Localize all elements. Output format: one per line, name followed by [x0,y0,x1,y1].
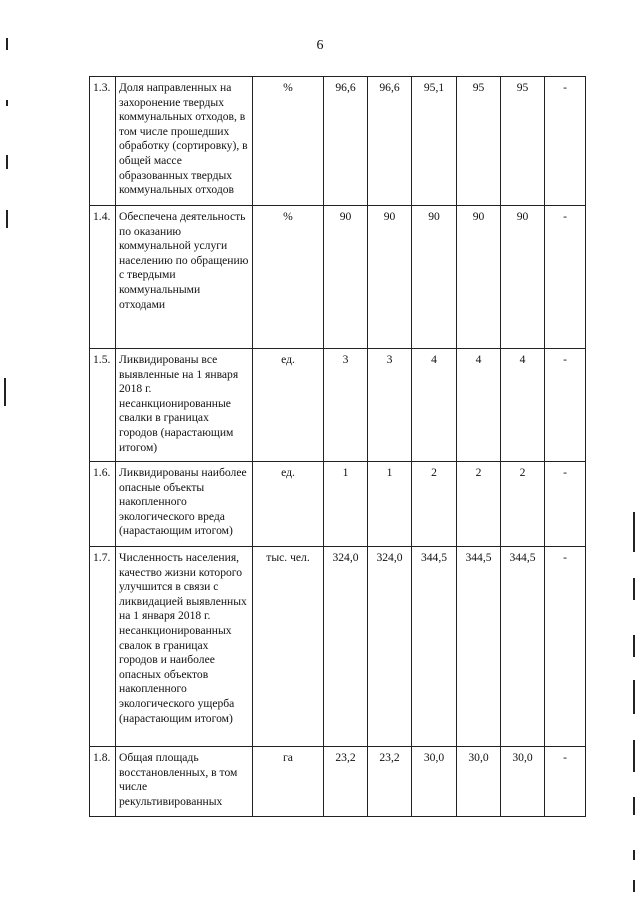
table-row [90,349,586,462]
value-cell: 4 [412,349,457,462]
scan-mark [633,740,635,772]
scan-mark [6,155,8,169]
value-cell: 344,5 [501,547,545,747]
indicator-name: Доля направленных на захоронение твердых коммунальных отходов, в том числе прошедших обработку (сортировку), в общей массе образованных твердых коммунальных отходов [116,77,253,206]
scan-mark [6,100,8,106]
unit-cell: % [253,206,324,349]
value-cell: 2 [501,462,545,547]
value-cell: 30,0 [457,747,501,817]
value-cell: 1 [368,462,412,547]
indicator-name: Численность населения, качество жизни которого улучшится в связи с ликвидацией выявленных на 1 января 2018 г. несанкционированных свалок в границах городов и наиболее опасных объектов накопленного экологического ущерба (нарастающим итогом) [116,547,253,747]
value-cell: 344,5 [457,547,501,747]
row-number: 1.8. [90,747,116,817]
scan-mark [633,680,635,714]
table-row [90,547,586,747]
value-cell: 23,2 [368,747,412,817]
indicator-name: Обеспечена деятельность по оказанию коммунальной услуги населению по обращению с твердыми коммунальными отходами [116,206,253,349]
scan-mark [633,512,635,552]
value-cell: 90 [457,206,501,349]
row-number: 1.5. [90,349,116,462]
dash-cell: - [545,747,586,817]
scan-mark [4,378,6,406]
table-row [90,462,586,547]
value-cell: 90 [501,206,545,349]
table-row [90,77,586,206]
unit-cell: ед. [253,349,324,462]
value-cell: 90 [412,206,457,349]
page-number: 6 [316,38,324,53]
value-cell: 4 [501,349,545,462]
dash-cell: - [545,349,586,462]
row-number: 1.3. [90,77,116,206]
scan-mark [633,635,635,657]
value-cell: 1 [324,462,368,547]
scan-mark [633,578,635,600]
value-cell: 2 [457,462,501,547]
dash-cell: - [545,462,586,547]
table-row [90,206,586,349]
value-cell: 3 [324,349,368,462]
unit-cell: га [253,747,324,817]
row-number: 1.7. [90,547,116,747]
value-cell: 2 [412,462,457,547]
value-cell: 30,0 [501,747,545,817]
dash-cell: - [545,547,586,747]
scan-mark [6,38,8,50]
value-cell: 324,0 [368,547,412,747]
scan-mark [6,210,8,228]
value-cell: 95 [501,77,545,206]
value-cell: 96,6 [368,77,412,206]
value-cell: 95 [457,77,501,206]
scan-mark [633,850,635,860]
value-cell: 344,5 [412,547,457,747]
value-cell: 30,0 [412,747,457,817]
unit-cell: % [253,77,324,206]
indicators-table [89,76,586,817]
unit-cell: тыс. чел. [253,547,324,747]
dash-cell: - [545,206,586,349]
value-cell: 23,2 [324,747,368,817]
indicator-name: Ликвидированы наиболее опасные объекты накопленного экологического вреда (нарастающим итогом) [116,462,253,547]
table-row [90,747,586,817]
indicator-name: Ликвидированы все выявленные на 1 января 2018 г. несанкционированные свалки в границах городов (нарастающим итогом) [116,349,253,462]
value-cell: 324,0 [324,547,368,747]
value-cell: 96,6 [324,77,368,206]
value-cell: 3 [368,349,412,462]
indicator-name: Общая площадь восстановленных, в том числе рекультивированных [116,747,253,817]
scan-mark [633,880,635,892]
row-number: 1.6. [90,462,116,547]
value-cell: 4 [457,349,501,462]
dash-cell: - [545,77,586,206]
row-number: 1.4. [90,206,116,349]
value-cell: 90 [324,206,368,349]
unit-cell: ед. [253,462,324,547]
value-cell: 90 [368,206,412,349]
value-cell: 95,1 [412,77,457,206]
scan-mark [633,797,635,815]
